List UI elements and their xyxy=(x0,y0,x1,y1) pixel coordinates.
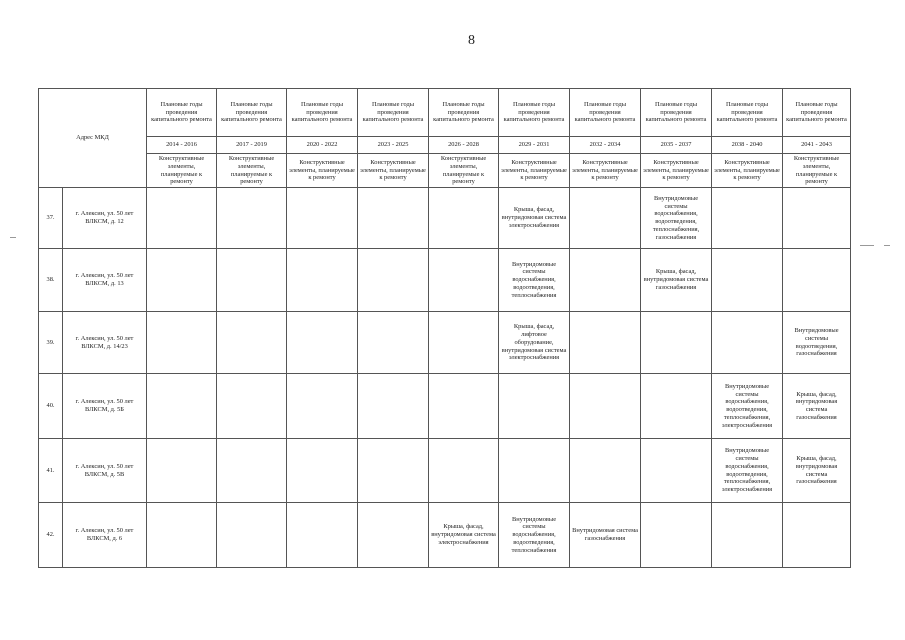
work-cell xyxy=(358,374,429,439)
work-cell xyxy=(147,249,217,312)
work-cell: Внутридомовая система газоснабжения xyxy=(570,503,641,568)
work-cell xyxy=(641,439,712,503)
row-number: 38. xyxy=(39,249,63,312)
work-cell xyxy=(147,188,217,249)
page-number: 8 xyxy=(468,33,475,48)
row-number: 37. xyxy=(39,188,63,249)
work-cell xyxy=(499,439,570,503)
work-cell xyxy=(712,188,783,249)
work-cell xyxy=(570,312,641,374)
header-elements-label: Конструктивные элементы, планируемые к ремонту xyxy=(147,154,217,188)
address-header: Адрес МКД xyxy=(39,89,147,188)
table-row xyxy=(39,439,851,503)
work-cell xyxy=(429,312,499,374)
header-elements-label: Конструктивные элементы, планируемые к ремонту xyxy=(783,154,851,188)
row-number: 42. xyxy=(39,503,63,568)
work-cell: Крыша, фасад, внутридомовая система газоснабжения xyxy=(783,439,851,503)
work-cell xyxy=(287,374,358,439)
work-cell xyxy=(287,312,358,374)
header-row-years xyxy=(39,89,851,137)
row-address: г. Алексин, ул. 50 лет ВЛКСМ, д. 6 xyxy=(63,503,147,568)
header-period: 2029 - 2031 xyxy=(499,137,570,154)
work-cell: Крыша, фасад, внутридомовая система электроснабжения xyxy=(429,503,499,568)
work-cell xyxy=(499,374,570,439)
header-elements-label: Конструктивные элементы, планируемые к ремонту xyxy=(429,154,499,188)
header-period: 2041 - 2043 xyxy=(783,137,851,154)
work-cell: Внутридомовые системы водоснабжения, водоотведения, теплоснабжения, электроснабжения xyxy=(712,439,783,503)
header-planned-years: Плановые годы проведения капитального ремонта xyxy=(783,89,851,137)
work-cell: Крыша, фасад, внутридомовая система газоснабжения xyxy=(641,249,712,312)
work-cell xyxy=(358,188,429,249)
table-row xyxy=(39,312,851,374)
work-cell: Внутридомовые системы водоснабжения, водоотведения, теплоснабжения, электроснабжения xyxy=(712,374,783,439)
scan-mark-right-2 xyxy=(884,245,890,246)
work-cell: Внутридомовые системы водоснабжения, водоотведения, теплоснабжения, газоснабжения xyxy=(641,188,712,249)
header-period: 2032 - 2034 xyxy=(570,137,641,154)
work-cell xyxy=(217,374,287,439)
work-cell xyxy=(712,249,783,312)
work-cell: Внутридомовые системы водоотведения, газоснабжения xyxy=(783,312,851,374)
header-row-elements xyxy=(39,154,851,188)
table-row xyxy=(39,249,851,312)
work-cell xyxy=(358,503,429,568)
work-cell xyxy=(287,503,358,568)
header-elements-label: Конструктивные элементы, планируемые к ремонту xyxy=(217,154,287,188)
work-cell: Внутридомовые системы водоснабжения, водоотведения, теплоснабжения xyxy=(499,249,570,312)
header-period: 2026 - 2028 xyxy=(429,137,499,154)
header-planned-years: Плановые годы проведения капитального ремонта xyxy=(287,89,358,137)
work-cell xyxy=(358,439,429,503)
repair-schedule-table xyxy=(38,88,851,568)
row-address: г. Алексин, ул. 50 лет ВЛКСМ, д. 13 xyxy=(63,249,147,312)
work-cell xyxy=(429,249,499,312)
header-row-periods xyxy=(39,137,851,154)
work-cell xyxy=(570,188,641,249)
work-cell xyxy=(358,312,429,374)
work-cell xyxy=(147,503,217,568)
header-period: 2038 - 2040 xyxy=(712,137,783,154)
work-cell: Крыша, фасад, лифтовое оборудование, внутридомовая система электроснабжения xyxy=(499,312,570,374)
header-elements-label: Конструктивные элементы, планируемые к ремонту xyxy=(712,154,783,188)
header-period: 2020 - 2022 xyxy=(287,137,358,154)
work-cell xyxy=(641,503,712,568)
work-cell xyxy=(147,439,217,503)
work-cell xyxy=(429,439,499,503)
scan-mark-left xyxy=(10,237,16,238)
header-elements-label: Конструктивные элементы, планируемые к ремонту xyxy=(358,154,429,188)
header-period: 2017 - 2019 xyxy=(217,137,287,154)
header-planned-years: Плановые годы проведения капитального ремонта xyxy=(712,89,783,137)
row-number: 40. xyxy=(39,374,63,439)
header-elements-label: Конструктивные элементы, планируемые к ремонту xyxy=(287,154,358,188)
work-cell xyxy=(783,249,851,312)
work-cell xyxy=(217,312,287,374)
table-row xyxy=(39,374,851,439)
work-cell xyxy=(147,374,217,439)
work-cell xyxy=(712,312,783,374)
work-cell xyxy=(783,503,851,568)
row-address: г. Алексин, ул. 50 лет ВЛКСМ, д. 5В xyxy=(63,439,147,503)
header-planned-years: Плановые годы проведения капитального ремонта xyxy=(217,89,287,137)
work-cell xyxy=(217,439,287,503)
table-row xyxy=(39,503,851,568)
work-cell xyxy=(358,249,429,312)
header-period: 2023 - 2025 xyxy=(358,137,429,154)
header-planned-years: Плановые годы проведения капитального ремонта xyxy=(429,89,499,137)
work-cell xyxy=(570,249,641,312)
header-planned-years: Плановые годы проведения капитального ремонта xyxy=(570,89,641,137)
work-cell xyxy=(712,503,783,568)
row-number: 41. xyxy=(39,439,63,503)
row-address: г. Алексин, ул. 50 лет ВЛКСМ, д. 14/23 xyxy=(63,312,147,374)
work-cell xyxy=(287,249,358,312)
row-address: г. Алексин, ул. 50 лет ВЛКСМ, д. 5Б xyxy=(63,374,147,439)
work-cell xyxy=(783,188,851,249)
work-cell xyxy=(429,188,499,249)
work-cell xyxy=(641,312,712,374)
work-cell xyxy=(217,188,287,249)
work-cell: Крыша, фасад, внутридомовая система газоснабжения xyxy=(783,374,851,439)
header-planned-years: Плановые годы проведения капитального ремонта xyxy=(499,89,570,137)
header-elements-label: Конструктивные элементы, планируемые к ремонту xyxy=(499,154,570,188)
table-row xyxy=(39,188,851,249)
header-period: 2035 - 2037 xyxy=(641,137,712,154)
work-cell xyxy=(570,439,641,503)
work-cell: Внутридомовые системы водоснабжения, водоотведения, теплоснабжения xyxy=(499,503,570,568)
work-cell: Крыша, фасад, внутридомовая система электроснабжения xyxy=(499,188,570,249)
header-period: 2014 - 2016 xyxy=(147,137,217,154)
work-cell xyxy=(429,374,499,439)
scan-mark-right xyxy=(860,245,874,246)
header-elements-label: Конструктивные элементы, планируемые к ремонту xyxy=(570,154,641,188)
header-planned-years: Плановые годы проведения капитального ремонта xyxy=(358,89,429,137)
work-cell xyxy=(217,249,287,312)
row-address: г. Алексин, ул. 50 лет ВЛКСМ, д. 12 xyxy=(63,188,147,249)
work-cell xyxy=(641,374,712,439)
work-cell xyxy=(570,374,641,439)
header-elements-label: Конструктивные элементы, планируемые к ремонту xyxy=(641,154,712,188)
work-cell xyxy=(287,439,358,503)
work-cell xyxy=(217,503,287,568)
header-planned-years: Плановые годы проведения капитального ремонта xyxy=(147,89,217,137)
row-number: 39. xyxy=(39,312,63,374)
work-cell xyxy=(287,188,358,249)
header-planned-years: Плановые годы проведения капитального ремонта xyxy=(641,89,712,137)
work-cell xyxy=(147,312,217,374)
